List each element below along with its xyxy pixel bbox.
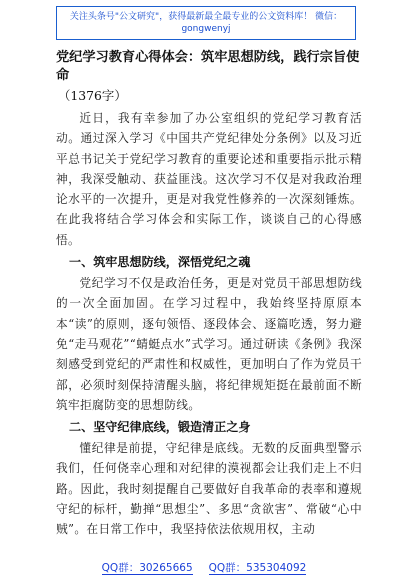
qq-group-link-1[interactable]: QQ群：30265665 (101, 562, 193, 574)
intro-paragraph: 近日，我有幸参加了办公室组织的党纪学习教育活动。通过深入学习《中国共产党纪律处分条例》以及习近平总书记关于党纪学习教育的重要论述和重要指示批示精神，我深受触动、获益匪浅。这次学习不仅是对我政治理论水平的一次提升，更是对我党性修养的一次深刻锤炼。在此我将结合学习体会和实际工作，谈谈自己的心得感悟。 (56, 111, 362, 247)
promo-banner-text: 关注头条号"公文研究"，获得最新最全最专业的公文资料库！ 微信：gongwenyj (69, 12, 343, 34)
section-1-heading: 一、筑牢思想防线，深悟党纪之魂 (69, 255, 251, 270)
document-body (56, 49, 362, 540)
section-2-paragraph: 懂纪律是前提，守纪律是底线。无数的反面典型警示我们，任何侥幸心理和对纪律的漠视都会让我们走上不归路。因此，我时刻提醒自己要做好自我革命的表率和遵规守纪的标杆，勤掸“思想尘”、多思“贪欲害”、常破“心中贼”。在日常工作中，我坚持依法依规用权，主动 (56, 441, 362, 537)
section-2-heading: 二、坚守纪律底线，锻造清正之身 (69, 420, 251, 435)
qq-group-link-2[interactable]: QQ群：535304092 (208, 562, 307, 574)
footer-qq-links (0, 562, 408, 575)
section-1-paragraph: 党纪学习不仅是政治任务，更是对党员干部思想防线的一次全面加固。在学习过程中，我始终坚持原原本本“读”的原则，逐句领悟、逐段体会、逐篇吃透，努力避免“走马观花”“蜻蜓点水”式学习。通过研读《条例》我深刻感受到党纪的严肃性和权威性，更加明白了作为党员干部，必须时刻保持清醒头脑，将纪律规矩挺在最前面不断筑牢拒腐防变的思想防线。 (56, 276, 362, 412)
document-title: 党纪学习教育心得体会：筑牢思想防线，践行宗旨使命 (56, 50, 360, 83)
word-count: （1376字） (58, 88, 127, 103)
promo-banner (56, 6, 356, 40)
